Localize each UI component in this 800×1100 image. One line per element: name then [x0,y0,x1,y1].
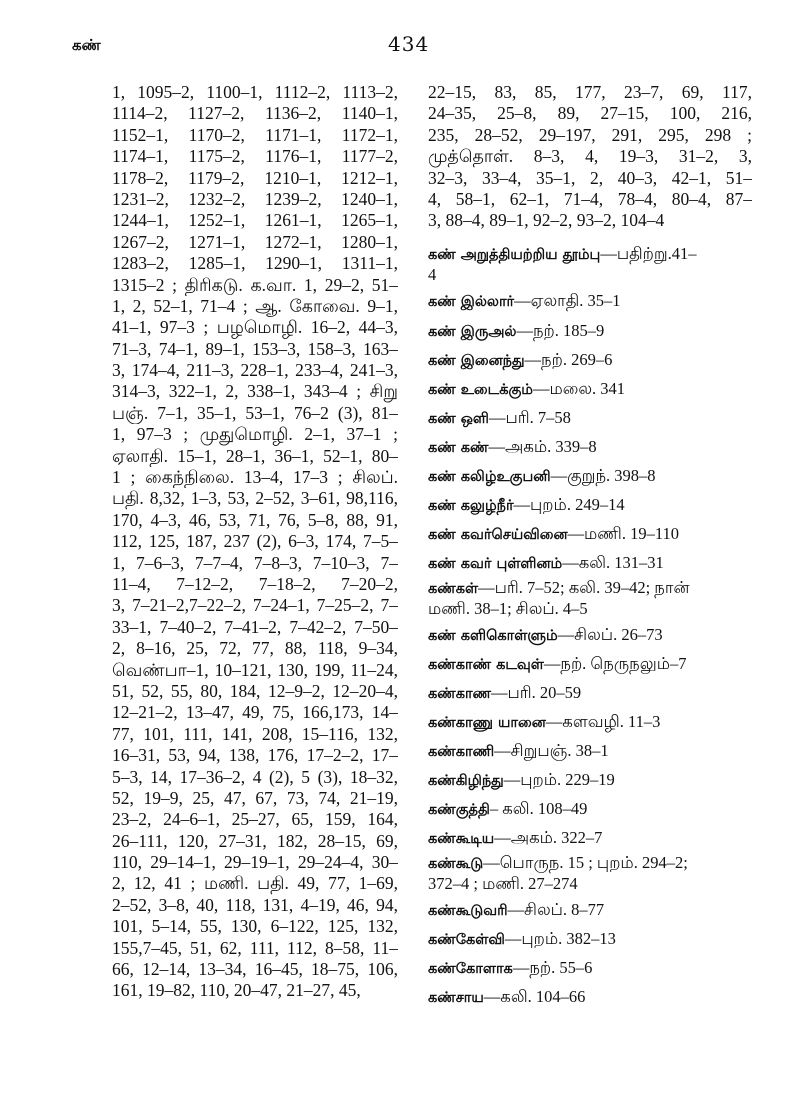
entry-line [428,350,766,371]
index-entry [428,853,766,895]
entry-reference: —பொருந. 15 ; புறம். 294–2; [483,853,688,872]
left-column-line: 1 ; கைந்நிலை. 13–4, 17–3 ; சிலப். [112,467,398,488]
index-entry [428,654,766,675]
entry-reference: —களவழி. 11–3 [545,712,661,731]
entry-headword: கண்கூடிய [428,831,495,847]
entry-line [428,853,766,874]
entry-headword: கண்காண் கடவுள் [428,657,544,673]
continuation-line: முத்தொள். 8–3, 4, 19–3, 31–2, 3, [428,146,752,167]
left-column-line: 33–1, 7–40–2, 7–41–2, 7–42–2, 7–50– [112,616,398,637]
entry-line [428,900,766,921]
index-entry [428,466,766,487]
left-column [112,82,398,1002]
entry-headword: கண்கூடு [428,856,484,872]
left-column-line: 5–3, 14, 17–36–2, 4 (2), 5 (3), 18–32, [112,766,398,787]
entry-line [428,578,766,599]
entry-line [428,265,766,286]
index-entry [428,321,766,342]
entry-line [428,929,766,950]
entry-line [428,466,766,487]
entry-line [428,291,766,312]
entry-reference: —கலி. 104–66 [483,987,586,1006]
entry-reference: —மணி. 19–110 [567,524,679,543]
entry-reference: —சிலப். 26–73 [557,625,663,644]
index-entry [428,524,766,545]
left-column-line: 2–52, 3–8, 40, 118, 131, 4–19, 46, 94, [112,894,398,915]
entry-line [428,712,766,733]
left-column-line: 1, 2, 52–1, 71–4 ; ஆ. கோவை. 9–1, [112,295,398,316]
entry-reference: —குறுந். 398–8 [550,466,656,485]
index-entry [428,553,766,574]
left-column-line: 1315–2 ; திரிகடு. க.வா. 1, 29–2, 51– [112,274,398,295]
entry-line [428,437,766,458]
entry-line [428,874,766,895]
entry-reference: —சிலப். 8–77 [507,900,605,919]
entry-line [428,379,766,400]
entry-reference: 372–4 ; மணி. 27–274 [428,874,578,893]
left-column-line: 77, 101, 111, 141, 208, 15–116, 132, [112,723,398,744]
left-column-line: 1, 7–6–3, 7–7–4, 7–8–3, 7–10–3, 7– [112,552,398,573]
entry-reference: —அகம். 322–7 [494,828,603,847]
entry-line [428,625,766,646]
left-column-line: 1267–2, 1271–1, 1272–1, 1280–1, [112,231,398,252]
entry-reference: – கலி. 108–49 [489,799,588,818]
left-column-line: 110, 29–14–1, 29–19–1, 29–24–4, 30– [112,852,398,873]
left-column-line: 3, 7–21–2,7–22–2, 7–24–1, 7–25–2, 7– [112,595,398,616]
index-entry [428,987,766,1008]
index-entry [428,900,766,921]
left-column-line: 71–3, 74–1, 89–1, 153–3, 158–3, 163– [112,338,398,359]
left-column-line: 1244–1, 1252–1, 1261–1, 1265–1, [112,210,398,231]
entry-reference: —பரி. 7–58 [488,408,571,427]
index-entry [428,958,766,979]
entry-headword: கண் கலுழ்நீர் [428,498,514,514]
entry-line [428,553,766,574]
entry-headword: கண் இனைந்து [428,353,525,369]
index-entry [428,799,766,820]
entry-headword: கண்சாய [428,990,484,1006]
continuation-line: 24–35, 25–8, 89, 27–15, 100, 216, [428,103,752,124]
left-column-line: 314–3, 322–1, 2, 338–1, 343–4 ; சிறு [112,381,398,402]
entry-reference: —புறம். 229–19 [503,770,615,789]
index-entry [428,379,766,400]
index-entry [428,244,766,286]
entry-line [428,654,766,675]
left-column-line: பஞ். 7–1, 35–1, 53–1, 76–2 (3), 81– [112,402,398,423]
entry-line [428,828,766,849]
left-column-line: 155,7–45, 51, 62, 111, 112, 8–58, 11– [112,937,398,958]
entry-headword: கண் இல்லார் [428,294,515,310]
entry-headword: கண் கவர்செய்வினை [428,527,568,543]
left-column-line: 16–31, 53, 94, 138, 176, 17–2–2, 17– [112,745,398,766]
entry-line [428,958,766,979]
index-entry [428,770,766,791]
entry-reference: —கலி. 131–31 [562,553,664,572]
index-entry [428,350,766,371]
left-column-line: 170, 4–3, 46, 53, 71, 76, 5–8, 88, 91, [112,509,398,530]
index-entry [428,495,766,516]
index-entry [428,291,766,312]
index-entry [428,625,766,646]
entry-reference: —பதிற்று.41– [600,244,697,263]
index-entry [428,929,766,950]
entry-line [428,799,766,820]
left-column-line: 112, 125, 187, 237 (2), 6–3, 174, 7–5– [112,531,398,552]
left-column-line: 1174–1, 1175–2, 1176–1, 1177–2, [112,146,398,167]
entry-line [428,495,766,516]
index-entry [428,683,766,704]
entry-reference: 4 [428,265,437,284]
entry-headword: கண் கண் [428,440,489,456]
continuation-line: 32–3, 33–4, 35–1, 2, 40–3, 42–1, 51– [428,167,752,188]
entry-reference: —பரி. 7–52; கலி. 39–42; நான் [478,578,690,597]
entry-reference: —மலை. 341 [532,379,626,398]
entry-headword: கண் உடைக்கும் [428,382,533,398]
entry-line [428,524,766,545]
page-number: 434 [388,32,430,56]
entry-headword: கண்கள் [428,581,479,597]
entry-reference: —புறம். 382–13 [504,929,616,948]
left-column-line: 101, 5–14, 55, 130, 6–122, 125, 132, [112,916,398,937]
left-column-line: 11–4, 7–12–2, 7–18–2, 7–20–2, [112,573,398,594]
left-column-line: 26–111, 120, 27–31, 182, 28–15, 69, [112,830,398,851]
entry-headword: கண்கிழிந்து [428,773,504,789]
entry-headword: கண் களிகொள்ளும் [428,628,558,644]
entry-line [428,741,766,762]
left-column-line: 3, 174–4, 211–3, 228–1, 233–4, 241–3, [112,360,398,381]
entry-headword: கண் அறுத்தியற்றிய தூம்பு [428,247,601,263]
left-column-line: 52, 19–9, 25, 47, 67, 73, 74, 21–19, [112,787,398,808]
left-column-line: பதி. 8,32, 1–3, 53, 2–52, 3–61, 98,116, [112,488,398,509]
entry-headword: கண் கவர் புள்ளினம் [428,556,563,572]
left-column-line: 51, 52, 55, 80, 184, 12–9–2, 12–20–4, [112,680,398,701]
left-column-line: 2, 12, 41 ; மணி. பதி. 49, 77, 1–69, [112,873,398,894]
left-column-line: 66, 12–14, 13–34, 16–45, 18–75, 106, [112,959,398,980]
left-column-line: 1114–2, 1127–2, 1136–2, 1140–1, [112,103,398,124]
entry-reference: —ஏலாதி. 35–1 [514,291,621,310]
index-entry [428,437,766,458]
entry-headword: கண்காணு யானை [428,715,546,731]
entry-line [428,683,766,704]
entry-headword: கண்கேள்வி [428,932,505,948]
entry-headword: கண்கோளாக [428,961,513,977]
continuation-line: 22–15, 83, 85, 177, 23–7, 69, 117, [428,82,752,102]
left-column-line: 161, 19–82, 110, 20–47, 21–27, 45, [112,980,361,1001]
left-column-line: 41–1, 97–3 ; பழமொழி. 16–2, 44–3, [112,317,398,338]
entry-headword: கண் கலிழ்உகுபனி [428,469,551,485]
entry-line [428,408,766,429]
index-entry [428,741,766,762]
entry-line [428,321,766,342]
entry-reference: —நற். நெருநலும்–7 [543,654,687,673]
left-column-line: 1152–1, 1170–2, 1171–1, 1172–1, [112,124,398,145]
left-column-line: 1283–2, 1285–1, 1290–1, 1311–1, [112,253,398,274]
entry-line [428,987,766,1008]
entry-reference: —சிறுபஞ். 38–1 [494,741,609,760]
entry-reference: —நற். 269–6 [524,350,613,369]
continuation-line: 3, 88–4, 89–1, 92–2, 93–2, 104–4 [428,210,665,231]
left-column-line: ஏலாதி. 15–1, 28–1, 36–1, 52–1, 80– [112,445,398,466]
continued-references [428,82,752,232]
continuation-line: 235, 28–52, 29–197, 291, 295, 298 ; [428,124,752,145]
index-entry [428,712,766,733]
entry-line [428,599,766,620]
left-column-line: 12–21–2, 13–47, 49, 75, 166,173, 14– [112,702,398,723]
continuation-line: 4, 58–1, 62–1, 71–4, 78–4, 80–4, 87– [428,188,752,209]
index-entry [428,408,766,429]
entry-line [428,244,766,265]
left-column-line: 1, 97–3 ; முதுமொழி. 2–1, 37–1 ; [112,424,398,445]
left-column-line: 1, 1095–2, 1100–1, 1112–2, 1113–2, [112,82,398,102]
entry-headword: கண்கூடுவரி [428,903,508,919]
entry-reference: —பரி. 20–59 [491,683,582,702]
entry-headword: கண்குத்தி [428,802,490,818]
running-headword: கண் [72,36,101,54]
left-column-line: வெண்பா–1, 10–121, 130, 199, 11–24, [112,659,398,680]
entry-reference: —புறம். 249–14 [513,495,625,514]
left-column-line: 1178–2, 1179–2, 1210–1, 1212–1, [112,167,398,188]
entry-line [428,770,766,791]
index-entry [428,828,766,849]
entry-reference: மணி. 38–1; சிலப். 4–5 [428,599,588,618]
entry-reference: —நற். 55–6 [512,958,593,977]
index-entry [428,578,766,620]
entry-headword: கண்காண [428,686,492,702]
left-column-line: 1231–2, 1232–2, 1239–2, 1240–1, [112,188,398,209]
left-column-line: 2, 8–16, 25, 72, 77, 88, 118, 9–34, [112,638,398,659]
entry-reference: —அகம். 339–8 [488,437,597,456]
entry-reference: —நற். 185–9 [516,321,605,340]
entry-headword: கண்காணி [428,744,495,760]
entry-headword: கண் இருஅல் [428,324,517,340]
left-column-line: 23–2, 24–6–1, 25–27, 65, 159, 164, [112,809,398,830]
entry-headword: கண் ஒளி [428,411,489,427]
